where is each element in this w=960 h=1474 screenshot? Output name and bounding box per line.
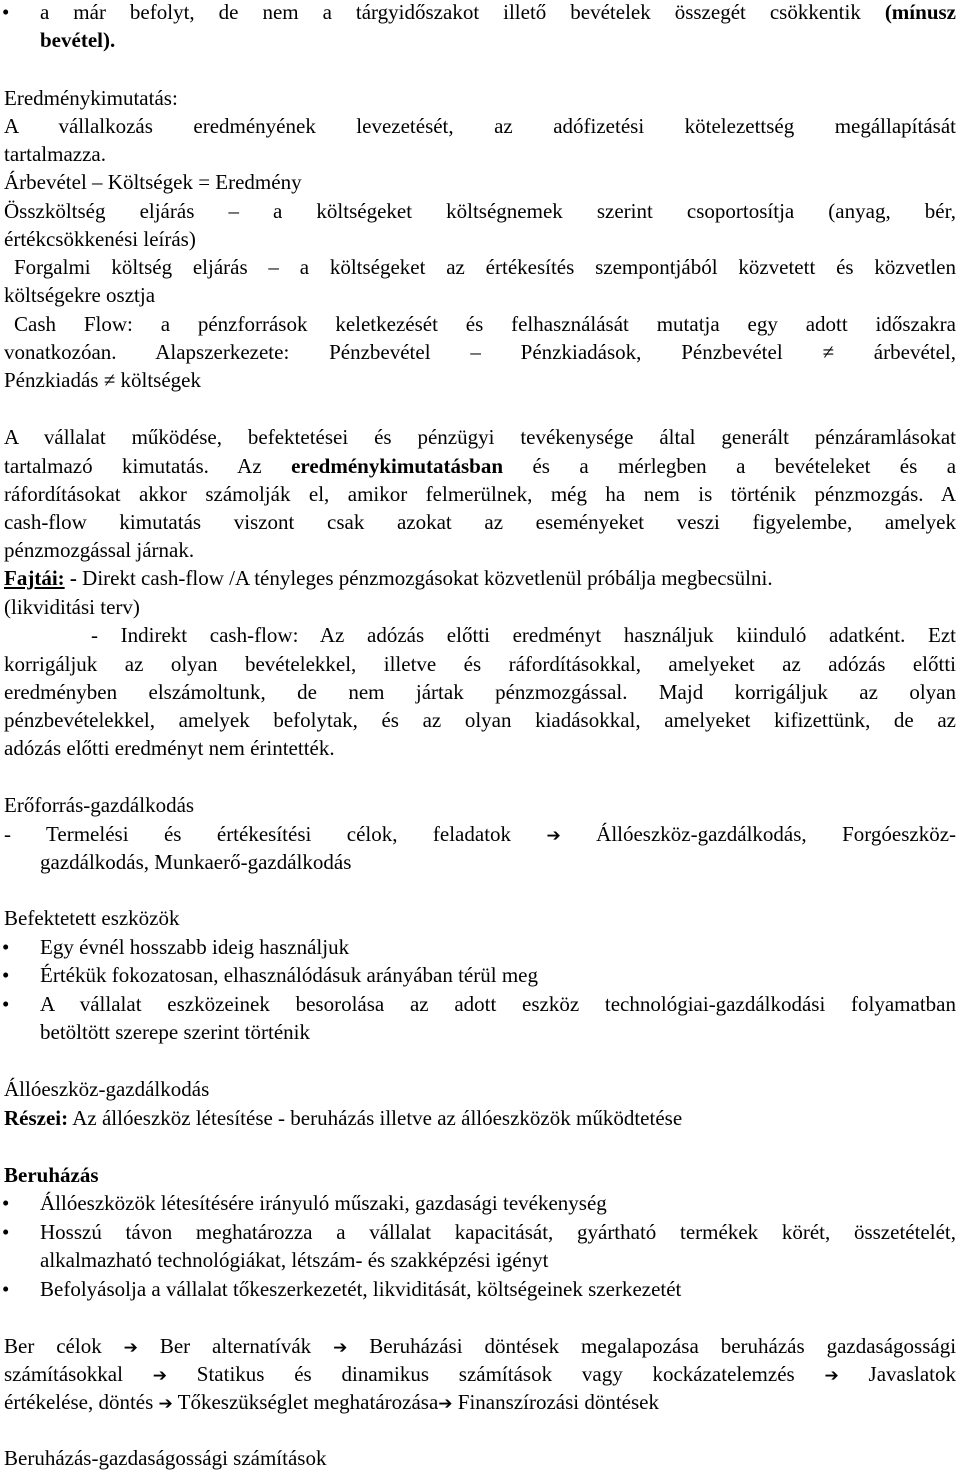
investment-bullet-1-text: Állóeszközök létesítésére irányuló műszaki, gazdasági tevékenység bbox=[40, 1191, 607, 1215]
arrow-right-icon: ➔ bbox=[123, 1338, 138, 1358]
invested-bullet-3-text: A vállalat eszközeinek besorolása az adott eszköz technológiai-gazdálkodási folyamatban bbox=[40, 992, 956, 1016]
process-line3 bbox=[4, 1388, 956, 1416]
investment-bullet-2-text: Hosszú távon meghatározza a vállalat kapacitását, gyártható termékek körét, összetételét, bbox=[40, 1220, 956, 1244]
total-cost-line1: Összköltség eljárás – a költségeket költségnemek szerint csoportosítja (anyag, bér, bbox=[4, 199, 956, 223]
bullet-icon: • bbox=[2, 1191, 10, 1215]
cf-types-label: Fajtái: bbox=[4, 566, 65, 590]
cf-p1-line2 bbox=[4, 452, 956, 480]
revenue-bullet-bold: (mínusz bbox=[884, 0, 956, 24]
income-statement-heading: Eredménykimutatás: bbox=[4, 86, 178, 110]
arrow-right-icon: ➔ bbox=[438, 1394, 453, 1414]
bullet-icon: • bbox=[2, 0, 10, 24]
process-step: Finanszírozási döntések bbox=[457, 1390, 659, 1414]
fixed-assets-parts bbox=[4, 1104, 956, 1132]
investment-bullet-1 bbox=[2, 1189, 956, 1217]
total-cost-line2: értékcsökkenési leírás) bbox=[4, 227, 196, 251]
cashflow-line1: Cash Flow: a pénzforrások keletkezését és felhasználását mutatja egy adott időszakra bbox=[14, 312, 956, 336]
bullet-icon: • bbox=[2, 992, 10, 1016]
arrow-right-icon: ➔ bbox=[152, 1366, 167, 1386]
resources-heading: Erőforrás-gazdálkodás bbox=[4, 793, 195, 817]
process-step: értékelése, döntés bbox=[4, 1390, 154, 1414]
investment-heading: Beruházás bbox=[4, 1163, 99, 1187]
investment-bullet-3-text: Befolyásolja a vállalat tőkeszerkezetét, likviditását, költségeinek szerkezetét bbox=[40, 1277, 682, 1301]
invested-bullet-3 bbox=[2, 990, 956, 1018]
process-step: Tőkeszükséglet meghatározása bbox=[177, 1390, 439, 1414]
resources-item-b: Állóeszköz-gazdálkodás, Forgóeszköz- bbox=[596, 822, 957, 846]
fixed-assets-parts-label: Részei: bbox=[4, 1106, 69, 1130]
invested-assets-heading: Befektetett eszközök bbox=[4, 906, 180, 930]
sales-cost-line2: költségekre osztja bbox=[4, 283, 156, 307]
income-formula: Árbevétel – Költségek = Eredmény bbox=[4, 170, 302, 194]
investment-bullet-2 bbox=[2, 1218, 956, 1246]
arrow-right-icon: ➔ bbox=[333, 1338, 348, 1358]
process-step: Javaslatok bbox=[868, 1362, 957, 1386]
invested-bullet-2 bbox=[2, 961, 956, 989]
cf-p2-line4: adózás előtti eredményt nem érintették. bbox=[4, 736, 335, 760]
bullet-icon: • bbox=[2, 963, 10, 987]
cf-p1-line5: pénzmozgással járnak. bbox=[4, 538, 195, 562]
cf-p1-line4: cash-flow kimutatás viszont csak azokat az eseményeket veszi figyelembe, amelyek bbox=[4, 510, 956, 534]
resources-item-line1 bbox=[4, 820, 956, 848]
bullet-icon: • bbox=[2, 935, 10, 959]
process-step: Ber alternatívák bbox=[159, 1334, 312, 1358]
income-statement-desc-line1: A vállalkozás eredményének levezetését, az adófizetési kötelezettség megállapítását bbox=[4, 114, 956, 138]
cashflow-line3: Pénzkiadás ≠ költségek bbox=[4, 368, 201, 392]
revenue-bullet-text: a már befolyt, de nem a tárgyidőszakot illető bevételek összegét csökkentik bbox=[40, 0, 861, 24]
invested-bullet-3-line2: betöltött szerepe szerint történik bbox=[40, 1020, 310, 1044]
arrow-right-icon: ➔ bbox=[546, 826, 561, 846]
process-step: Statikus és dinamikus számítások vagy kockázatelemzés bbox=[196, 1362, 795, 1386]
cf-p2-line3: pénzbevételekkel, amelyek befolytak, és az olyan kiadásokkal, amelyeket kifizettünk, de az bbox=[4, 708, 956, 732]
process-step: számításokkal bbox=[4, 1362, 123, 1386]
invested-bullet-2-text: Értékük fokozatosan, elhasználódásuk arányában térül meg bbox=[40, 963, 538, 987]
arrow-right-icon: ➔ bbox=[824, 1366, 839, 1386]
cf-p1-line3: ráfordításokat akkor számolják el, amikor felmerülnek, még ha nem is történik pénzmozgás. A bbox=[4, 482, 956, 506]
investment-bullet-3 bbox=[2, 1275, 956, 1303]
cf-p1-line1: A vállalat működése, befektetései és pénzügyi tevékenysége által generált pénzáramlásokat bbox=[4, 425, 956, 449]
resources-item-line2: gazdálkodás, Munkaerő-gazdálkodás bbox=[40, 850, 352, 874]
revenue-bullet-line2: bevétel). bbox=[40, 28, 116, 52]
cf-p2-line2: eredményben elszámoltunk, de nem jártak pénzmozgással. Majd korrigáljuk az olyan bbox=[4, 680, 956, 704]
cf-p1-line2-bold: eredménykimutatásban bbox=[291, 454, 504, 478]
fixed-assets-heading: Állóeszköz-gazdálkodás bbox=[4, 1077, 210, 1101]
calc-heading: Beruházás-gazdaságossági számítások bbox=[4, 1446, 327, 1470]
cf-types-direct: Direkt cash-flow /A tényleges pénzmozgásokat közvetlenül próbálja megbecsülni. bbox=[82, 566, 773, 590]
revenue-bullet-line1 bbox=[2, 0, 956, 26]
process-line2 bbox=[4, 1360, 956, 1388]
cf-types-direct-note: (likviditási terv) bbox=[4, 595, 140, 619]
bullet-icon: • bbox=[2, 1220, 10, 1244]
sales-cost-line1: Forgalmi költség eljárás – a költségeket az értékesítés szempontjából közvetett és közvetlen bbox=[14, 255, 956, 279]
income-statement-desc-line2: tartalmazza. bbox=[4, 142, 107, 166]
cf-p1-line2-b: és a mérlegben a bevételeket és a bbox=[532, 454, 957, 478]
cf-types-dash: - bbox=[69, 566, 77, 590]
cf-p2-line1: korrigáljuk az olyan bevételekkel, illetve és ráfordításokkal, amelyeket az adózás előtti bbox=[4, 652, 956, 676]
invested-bullet-1 bbox=[2, 933, 956, 961]
fixed-assets-parts-text: Az állóeszköz létesítése - beruházás illetve az állóeszközök működtetése bbox=[72, 1106, 683, 1130]
cashflow-line2: vonatkozóan. Alapszerkezete: Pénzbevétel – Pénzkiadások, Pénzbevétel ≠ árbevétel, bbox=[4, 340, 956, 364]
invested-bullet-1-text: Egy évnél hosszabb ideig használjuk bbox=[40, 935, 350, 959]
process-line1 bbox=[4, 1332, 956, 1360]
bullet-icon: • bbox=[2, 1277, 10, 1301]
cf-types-indirect: - Indirekt cash-flow: Az adózás előtti eredményt használjuk kiinduló adatként. Ezt bbox=[91, 623, 956, 647]
resources-item-a: - Termelési és értékesítési célok, feladatok bbox=[4, 822, 512, 846]
arrow-right-icon: ➔ bbox=[158, 1394, 173, 1414]
process-step: Beruházási döntések megalapozása beruházás gazdaságossági bbox=[369, 1334, 957, 1358]
cf-types-line bbox=[4, 564, 956, 592]
process-step: Ber célok bbox=[4, 1334, 102, 1358]
investment-bullet-2-line2: alkalmazható technológiákat, létszám- és szakképzési igényt bbox=[40, 1248, 549, 1272]
cf-p1-line2-a: tartalmazó kimutatás. Az bbox=[4, 454, 262, 478]
